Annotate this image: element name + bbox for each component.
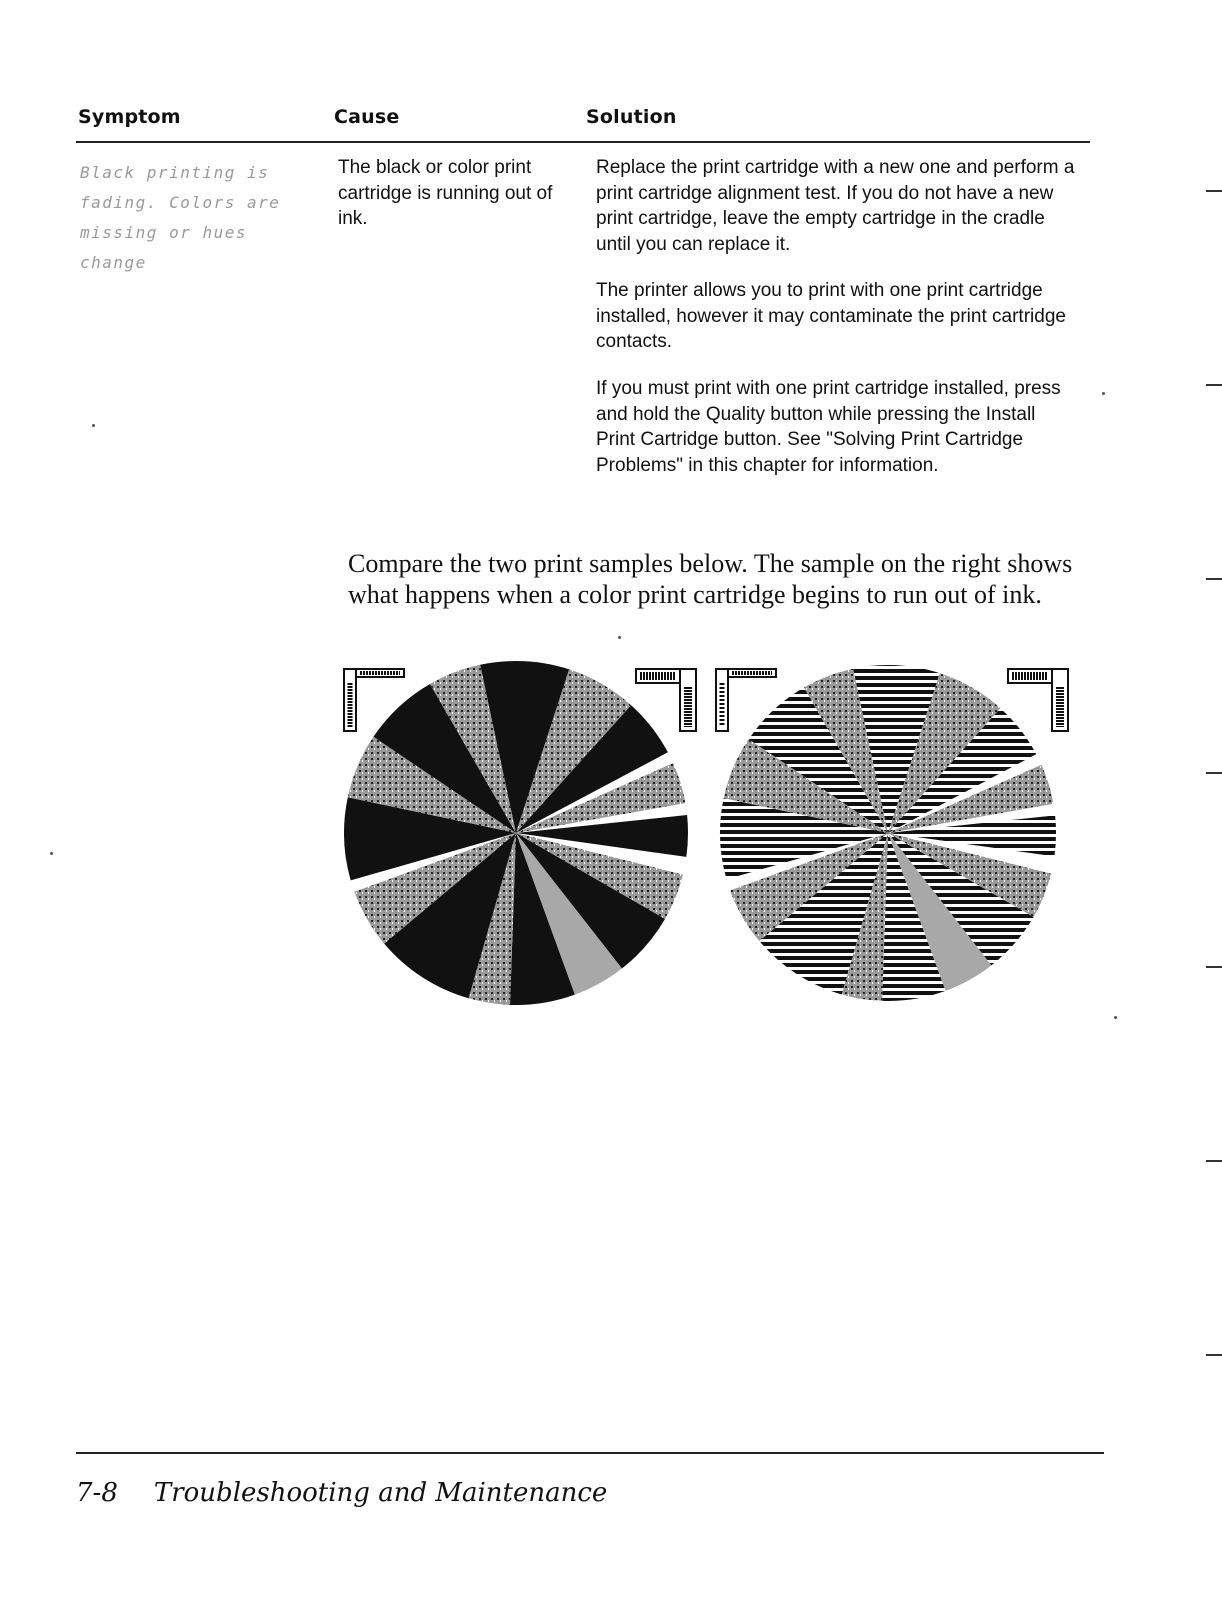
solution-paragraph-2: The printer allows you to print with one print cartridge installed, however it may contaminate the print cartridge contacts.	[596, 280, 1066, 352]
print-sample-normal	[344, 661, 696, 1005]
cause-cell: The black or color print cartridge is running out of ink.	[338, 157, 553, 229]
binding-mark	[1206, 190, 1222, 192]
header-symptom: Symptom	[78, 106, 181, 128]
binding-mark	[1206, 966, 1222, 968]
scan-speck	[618, 636, 621, 639]
table-header-rule	[76, 141, 1090, 143]
binding-mark	[1206, 1354, 1222, 1356]
header-cause: Cause	[334, 106, 400, 128]
symptom-cell: Black printing is fading. Colors are missing or hues change	[80, 163, 281, 272]
page-number: 7-8	[76, 1478, 118, 1508]
pie-low-ink	[720, 665, 1056, 1001]
print-sample-low-ink	[716, 665, 1068, 1001]
solution-paragraph-1: Replace the print cartridge with a new one and perform a print cartridge alignment test. If you do not have a new print cartridge, leave the empty cartridge in the cradle until you can replace it.	[596, 157, 1075, 255]
pie-normal	[344, 661, 688, 1005]
binding-mark	[1206, 772, 1222, 774]
registration-mark-top-right	[1008, 669, 1068, 731]
binding-mark	[1206, 1160, 1222, 1162]
footer-rule	[76, 1452, 1104, 1454]
compare-paragraph: Compare the two print samples below. The sample on the right shows what happens when a color print cartridge begins to run out of ink.	[348, 549, 1073, 609]
binding-mark	[1206, 384, 1222, 386]
scan-speck	[1114, 1016, 1117, 1019]
solution-paragraph-3: If you must print with one print cartridge installed, press and hold the Quality button while pressing the Install Print Cartridge button. See "Solving Print Cartridge Problems" in this chapter for information.	[596, 378, 1061, 476]
scan-speck	[50, 852, 53, 855]
binding-mark	[1206, 578, 1222, 580]
scan-speck	[1102, 392, 1105, 395]
header-solution: Solution	[586, 106, 677, 128]
print-samples-figure	[340, 655, 1080, 1015]
chapter-title: Troubleshooting and Maintenance	[153, 1478, 608, 1508]
scan-speck	[92, 424, 95, 427]
page-footer	[76, 1478, 607, 1508]
